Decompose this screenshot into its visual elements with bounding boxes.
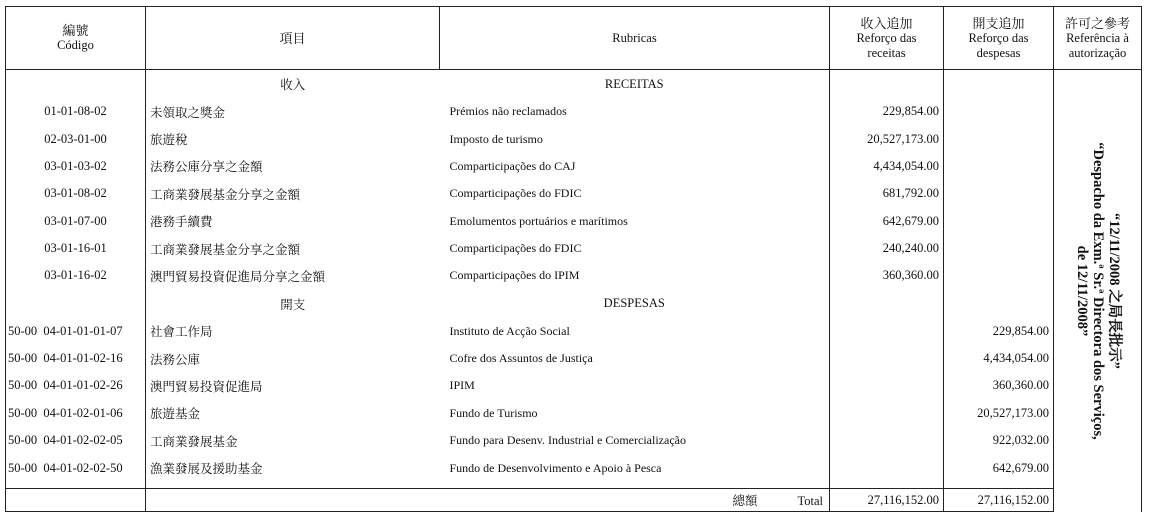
table-row xyxy=(6,235,1142,262)
header-expense-zh: 開支追加 xyxy=(972,15,1025,31)
row-code: 01-01-08-02 xyxy=(6,98,146,125)
header-code-pt: Código xyxy=(57,38,94,52)
row-item: 漁業發展及援助基金 xyxy=(150,462,263,477)
row-revenue-amount: 681,792.00 xyxy=(830,180,944,207)
revenue-section-row xyxy=(6,70,1142,99)
table-row xyxy=(6,153,1142,180)
row-code: 03-01-07-00 xyxy=(6,208,146,235)
row-item: 工商業發展基金 xyxy=(150,434,238,449)
row-expense-amount: 922,032.00 xyxy=(944,427,1054,454)
header-rubric xyxy=(440,7,830,70)
reference-line-3: de 12/11/2008” xyxy=(1073,245,1090,337)
header-item-zh: 項目 xyxy=(279,30,306,46)
row-rubric: Emolumentos portuários e marítimos xyxy=(449,213,628,228)
row-rubric: Prémios não reclamados xyxy=(449,104,567,119)
row-item: 港務手續費 xyxy=(150,215,213,230)
row-item: 旅遊稅 xyxy=(150,133,188,148)
row-code: 02-03-01-00 xyxy=(6,125,146,152)
header-reference-pt-2: autorização xyxy=(1068,45,1127,60)
expense-section-label-pt: DESPESAS xyxy=(603,296,665,311)
table-row xyxy=(6,180,1142,207)
revenue-section-label-pt: RECEITAS xyxy=(604,76,664,91)
row-rubric: Comparticipações do FDIC xyxy=(449,186,582,201)
totals-label-zh: 總額 xyxy=(732,494,758,509)
row-item: 法務公庫分享之金額 xyxy=(150,160,263,175)
row-code: 50-00 04-01-01-02-26 xyxy=(6,372,146,399)
header-expense xyxy=(944,7,1054,70)
row-rubric: Fundo de Turismo xyxy=(449,405,538,420)
table-row xyxy=(6,125,1142,152)
table-row xyxy=(6,318,1142,345)
header-item xyxy=(146,7,440,70)
table-row xyxy=(6,98,1142,125)
row-revenue-amount: 360,360.00 xyxy=(830,262,944,289)
totals-label xyxy=(146,489,830,512)
header-row xyxy=(6,7,1142,70)
header-reference xyxy=(1054,7,1142,70)
header-expense-pt-2: despesas xyxy=(976,45,1021,60)
header-revenue-pt-1: Reforço das xyxy=(856,30,917,45)
table-row xyxy=(6,427,1142,454)
header-revenue xyxy=(830,7,944,70)
row-revenue-amount: 240,240.00 xyxy=(830,235,944,262)
table-row xyxy=(6,208,1142,235)
row-rubric: Comparticipações do FDIC xyxy=(449,241,582,256)
row-code: 50-00 04-01-01-01-07 xyxy=(6,318,146,345)
row-code: 03-01-03-02 xyxy=(6,153,146,180)
row-item: 未領取之獎金 xyxy=(150,105,226,120)
header-revenue-zh: 收入追加 xyxy=(860,15,913,31)
header-expense-pt-1: Reforço das xyxy=(968,30,1029,45)
row-rubric: Cofre dos Assuntos de Justiça xyxy=(449,351,593,366)
row-revenue-amount: 229,854.00 xyxy=(830,98,944,125)
row-item: 工商業發展基金分享之金額 xyxy=(150,187,301,202)
row-expense-amount: 360,360.00 xyxy=(944,372,1054,399)
row-item: 法務公庫 xyxy=(150,352,201,367)
row-expense-amount: 229,854.00 xyxy=(944,318,1054,345)
expense-section-row xyxy=(6,290,1142,318)
row-item: 旅遊基金 xyxy=(150,407,201,422)
row-rubric: Instituto de Acção Social xyxy=(449,323,570,338)
row-item: 澳門貿易投資促進局分享之金額 xyxy=(150,269,326,284)
row-expense-amount: 642,679.00 xyxy=(944,454,1054,481)
row-expense-amount: 20,527,173.00 xyxy=(944,400,1054,427)
header-revenue-pt-2: receitas xyxy=(867,45,906,60)
table-row xyxy=(6,262,1142,289)
table-row xyxy=(6,454,1142,481)
row-revenue-amount: 642,679.00 xyxy=(830,208,944,235)
table-row xyxy=(6,345,1142,372)
row-code: 50-00 04-01-01-02-16 xyxy=(6,345,146,372)
header-reference-pt-1: Referência à xyxy=(1066,30,1129,45)
revenue-section-label-zh: 收入 xyxy=(280,78,306,93)
totals-label-pt: Total xyxy=(797,494,823,509)
row-expense-amount: 4,434,054.00 xyxy=(944,345,1054,372)
row-revenue-amount: 4,434,054.00 xyxy=(830,153,944,180)
row-code: 50-00 04-01-02-02-50 xyxy=(6,454,146,481)
budget-table xyxy=(5,6,1142,512)
table-row xyxy=(6,372,1142,399)
header-code xyxy=(6,7,146,70)
row-rubric: Fundo para Desenv. Industrial e Comercialização xyxy=(449,433,686,448)
row-code: 03-01-08-02 xyxy=(6,180,146,207)
row-rubric: Comparticipações do CAJ xyxy=(449,158,576,173)
row-code: 50-00 04-01-02-02-05 xyxy=(6,427,146,454)
row-rubric: Imposto de turismo xyxy=(449,131,543,146)
expense-section-label-zh: 開支 xyxy=(280,297,306,312)
row-revenue-amount: 20,527,173.00 xyxy=(830,125,944,152)
row-rubric: IPIM xyxy=(449,378,475,393)
row-code: 50-00 04-01-02-01-06 xyxy=(6,400,146,427)
row-item: 社會工作局 xyxy=(150,325,213,340)
row-rubric: Fundo de Desenvolvimento e Apoio à Pesca xyxy=(449,460,662,475)
reference-line-1: “12/11/2008 之局長批示” xyxy=(1105,212,1122,369)
table-row xyxy=(6,400,1142,427)
header-reference-zh: 許可之參考 xyxy=(1064,15,1130,31)
row-code: 03-01-16-02 xyxy=(6,262,146,289)
row-rubric: Comparticipações do IPIM xyxy=(449,268,580,283)
reference-line-2: “Despacho da Exm.ª Sr.ª Directora dos Serviços, xyxy=(1089,142,1106,440)
reference-cell xyxy=(1054,70,1142,512)
row-item: 澳門貿易投資促進局 xyxy=(150,379,263,394)
expense-total: 27,116,152.00 xyxy=(944,489,1054,512)
header-rubric-pt: Rubricas xyxy=(612,30,657,45)
header-code-zh: 編號 xyxy=(62,23,89,38)
totals-row xyxy=(6,489,1142,512)
row-code: 03-01-16-01 xyxy=(6,235,146,262)
reference-text xyxy=(1074,111,1122,471)
revenue-total: 27,116,152.00 xyxy=(830,489,944,512)
row-item: 工商業發展基金分享之金額 xyxy=(150,242,301,257)
